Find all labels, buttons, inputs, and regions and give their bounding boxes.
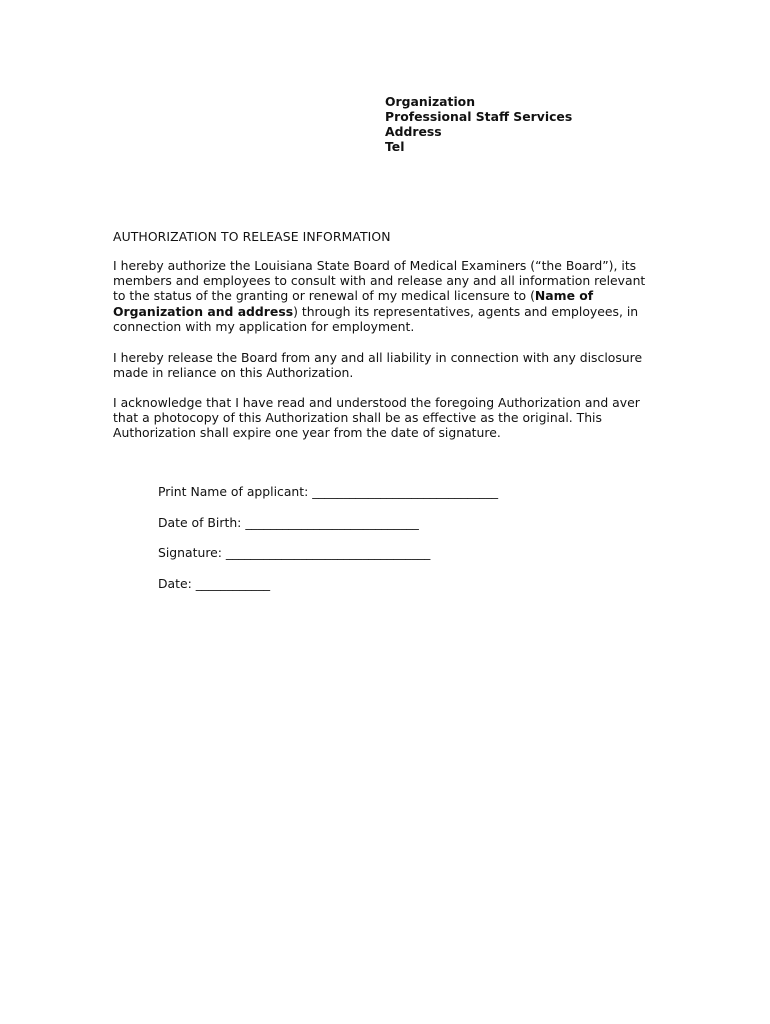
authorization-paragraph [113, 258, 673, 334]
paragraph-line: connection with my application for employment. [113, 318, 415, 334]
paragraph-text: ) through its representatives, agents and employees, in [293, 303, 639, 319]
paragraph-line [113, 304, 673, 319]
paragraph-text: to the status of the granting or renewal of my medical licensure to ( [113, 288, 535, 304]
applicant-fields [158, 484, 578, 606]
acknowledgement-paragraph [113, 395, 673, 441]
paragraph-line: I hereby authorize the Louisiana State Board of Medical Examiners (“the Board”), its [113, 258, 637, 273]
date-blank[interactable]: ____________ [195, 575, 271, 591]
document-title: AUTHORIZATION TO RELEASE INFORMATION [113, 229, 391, 244]
paragraph-line: members and employees to consult with and release any and all information relevant [113, 273, 646, 289]
paragraph-line: that a photocopy of this Authorization shall be as effective as the original. This [113, 410, 602, 426]
paragraph-line: I hereby release the Board from any and all liability in connection with any disclosure [113, 350, 643, 365]
address-line: Address [385, 124, 442, 139]
date-of-birth-field[interactable] [158, 515, 578, 530]
release-paragraph [113, 350, 673, 380]
organization-name: Organization [385, 94, 476, 109]
date-field[interactable] [158, 576, 578, 591]
telephone-line: Tel [385, 139, 405, 154]
signature-blank[interactable]: _________________________________ [225, 545, 431, 560]
print-name-field[interactable] [158, 484, 578, 499]
signature-label: Signature: [158, 545, 226, 560]
paragraph-line: Authorization shall expire one year from the date of signature. [113, 425, 501, 441]
print-name-blank[interactable]: ______________________________ [312, 484, 499, 499]
organization-placeholder: Name of [534, 288, 594, 304]
department-name: Professional Staff Services [385, 109, 573, 124]
organization-placeholder: Organization and address [113, 303, 294, 319]
paragraph-line: I acknowledge that I have read and understood the foregoing Authorization and aver [113, 395, 640, 410]
date-of-birth-blank[interactable]: ____________________________ [245, 514, 419, 530]
date-of-birth-label: Date of Birth: [158, 514, 246, 530]
print-name-label: Print Name of applicant: [158, 484, 313, 499]
paragraph-line: made in reliance on this Authorization. [113, 365, 354, 381]
date-label: Date: [158, 575, 196, 591]
signature-field[interactable] [158, 545, 578, 560]
letterhead [385, 94, 685, 154]
paragraph-line [113, 288, 673, 303]
